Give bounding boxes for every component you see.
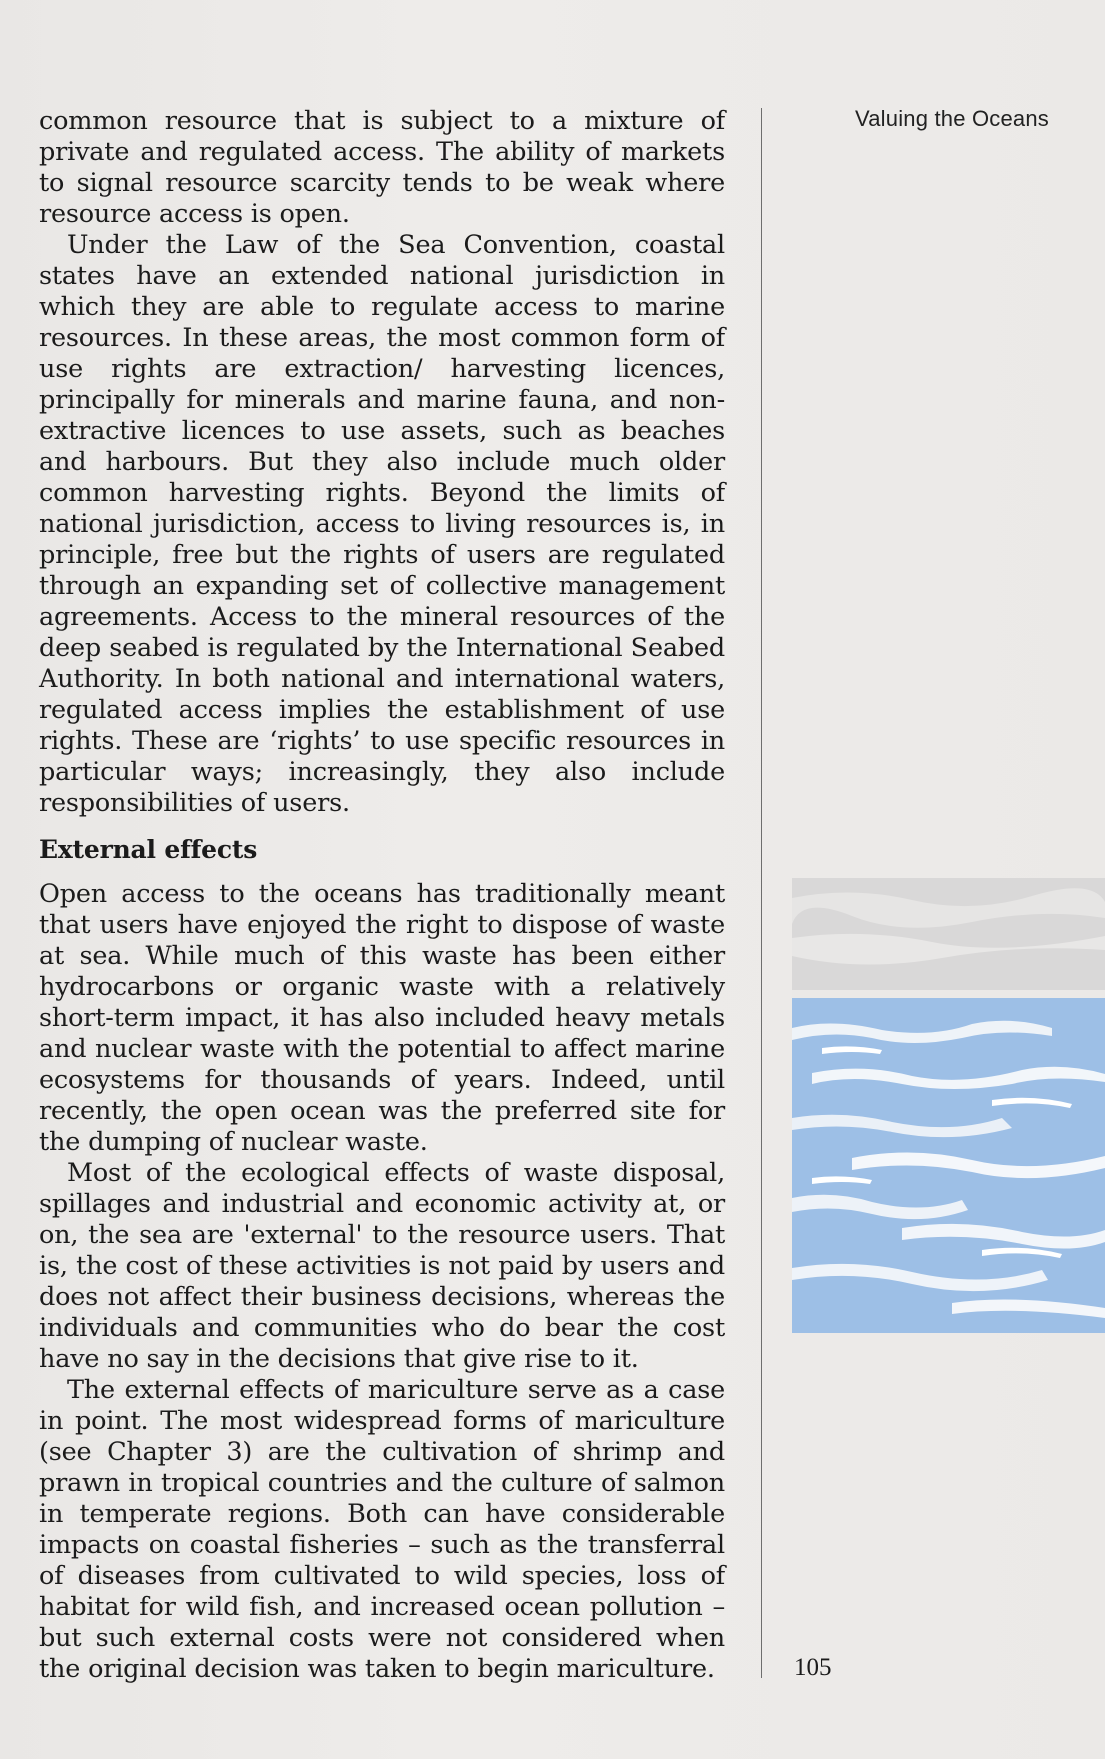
ocean-waves-picture [792,878,1105,1333]
main-text-column [39,106,725,1685]
section-heading-external-effects: External effects [39,835,258,864]
paragraph-law-of-the-sea: Under the Law of the Sea Convention, coastal states have an extended national jurisdiction in which they are able to regulate access to marine resources. In these areas, the most common form of use rights are extraction/ harvesting licences, principally for minerals and marine fauna, and non-extractive licences to use assets, such as beaches and harbours. But they also include much older common harvesting rights. Beyond the limits of national jurisdiction, access to living resources is, in principle, free but the rights of users are regulated through an expanding set of collective management agreements. Access to the mineral resources of the deep seabed is regulated by the International Seabed Authority. In both national and international waters, regulated access implies the establishment of use rights. These are ‘rights’ to use specific resources in particular ways; increasingly, they also include responsibilities of users. [39,230,725,818]
paragraph-open-access: Open access to the oceans has traditionally meant that users have enjoyed the right to dispose of waste at sea. While much of this waste has been either hydrocarbons or organic waste with a relatively short-term impact, it has also included heavy metals and nuclear waste with the potential to affect marine ecosystems for thousands of years. Indeed, until recently, the open ocean was the preferred site for the dumping of nuclear waste. [39,879,725,1157]
paragraph-ecological-effects: Most of the ecological effects of waste disposal, spillages and industrial and economic activity at, or on, the sea are 'external' to the resource users. That is, the cost of these activities is not paid by users and does not affect their business decisions, whereas the individuals and communities who do bear the cost have no say in the decisions that give rise to it. [39,1158,725,1374]
column-divider [761,108,762,1678]
page-number: 105 [794,1654,832,1681]
running-head: Valuing the Oceans [855,106,1049,131]
paragraph-mariculture: The external effects of mariculture serve as a case in point. The most widespread forms of mariculture (see Chapter 3) are the cultivation of shrimp and prawn in tropical countries and the culture of salmon in temperate regions. Both can have considerable impacts on coastal fisheries – such as the transferral of diseases from cultivated to wild species, loss of habitat for wild fish, and increased ocean pollution – but such external costs were not considered when the original decision was taken to begin mariculture. [39,1375,725,1684]
paragraph-continued: common resource that is subject to a mixture of private and regulated access. The ability of markets to signal resource scarcity tends to be weak where resource access is open. [39,106,725,229]
